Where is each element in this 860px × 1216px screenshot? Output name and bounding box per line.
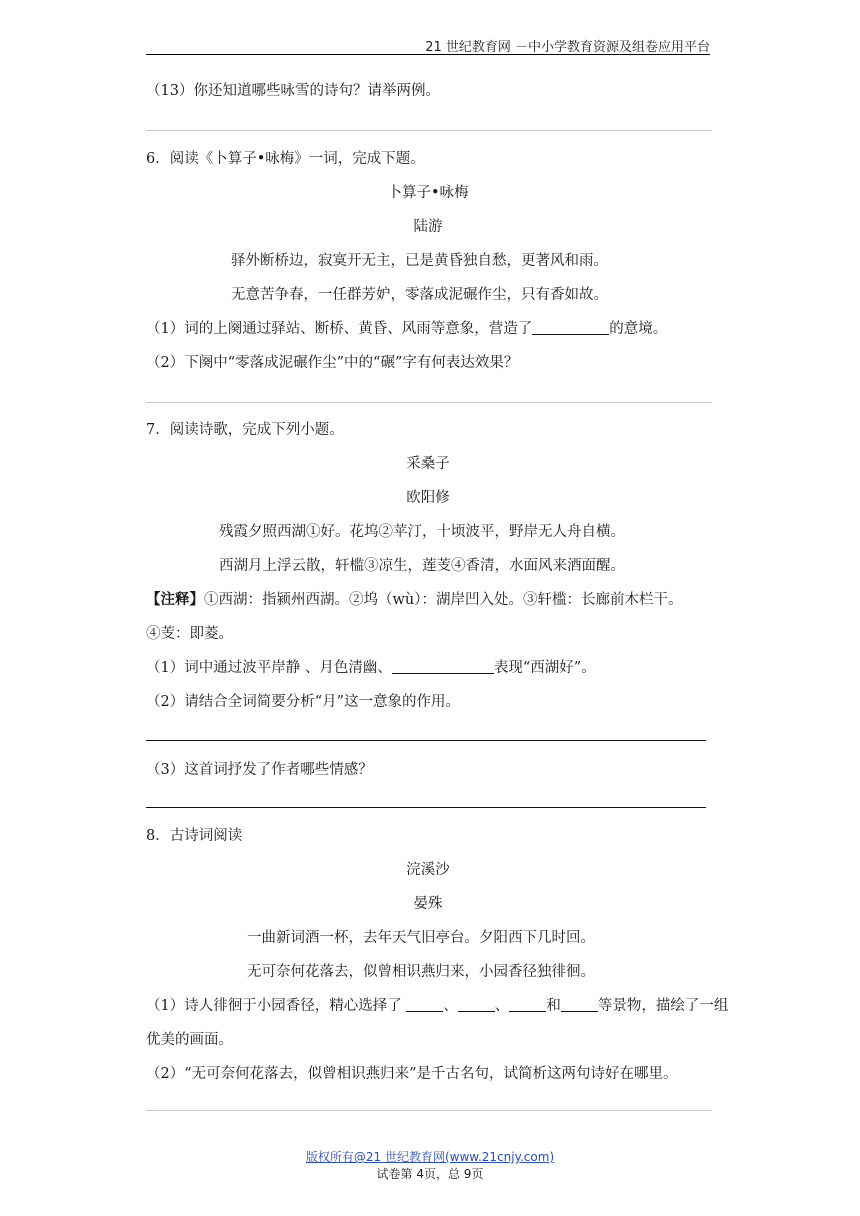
q6-poem-author: 陆游 [413,219,443,235]
q6-poem-line-1: 驿外断桥边，寂寞开无主，已是黄昏独自愁，更著风和雨。 [231,253,608,269]
q8-sub1-text: （1）诗人徘徊于小园香径，精心选择了 [146,998,407,1014]
q8-poem-line-2: 无可奈何花落去，似曾相识燕归来，小园香径独徘徊。 [247,964,595,980]
q7-note-line-2: ④芰：即菱。 [146,626,233,642]
q6-sub1-text: （1）词的上阕通过驿站、断桥、黄昏、风雨等意象，营造了 [146,321,533,337]
q7-stem: 7．阅读诗歌，完成下列小题。 [146,422,344,438]
q8-sub1-text-after: 等景物，描绘了一组 [597,998,729,1014]
q8-sub1-blank-1[interactable] [406,1011,443,1012]
q8-sub2: （2）“无可奈何花落去，似曾相识燕归来”是千古名句，试简析这两句诗好在哪里。 [146,1066,678,1082]
q7-note-line-1: ①西湖：指颍州西湖。②坞（wù）：湖岸凹入处。③轩槛：长廊前木栏干。 [204,592,683,608]
q6-sub2: （2）下阕中“零落成泥碾作尘”中的“碾”字有何表达效果？ [146,355,519,371]
answer-separator [146,1110,712,1111]
q8-sub1-cont: 优美的画面。 [146,1032,233,1048]
answer-separator [146,402,712,403]
q7-sub1-text-after: 表现“西湖好”。 [493,660,596,676]
q6-poem-line-2: 无意苦争春，一任群芳妒，零落成泥碾作尘，只有香如故。 [231,287,608,303]
copyright-link[interactable]: 版权所有@21 世纪教育网(www.21cnjy.com) [305,1150,555,1164]
q7-poem-author: 欧阳修 [406,490,450,506]
q6-sub1 [146,319,667,339]
q7-note-label: 【注释】 [146,591,204,608]
q7-sub2: （2）请结合全词简要分析“月”这一意象的作用。 [146,694,461,710]
footer-page-info: 试卷第 4页，总 9页 [376,1167,484,1181]
q8-stem: 8．古诗词阅读 [146,828,243,844]
q8-sub1-and: 和 [546,998,561,1014]
q6-sub1-text-after: 的意境。 [609,321,668,337]
q8-sub1-blank-4[interactable] [561,1011,598,1012]
q8-poem-title: 浣溪沙 [406,862,450,878]
q7-sub1 [146,658,596,678]
footer-copyright[interactable] [0,1148,860,1165]
q7-sub1-blank[interactable] [392,673,494,674]
q8-poem-line-1: 一曲新词酒一杯，去年天气旧亭台。夕阳西下几时回。 [247,930,595,946]
q7-sub3-answer-line[interactable] [146,807,706,808]
q7-poem-line-2: 西湖月上浮云散，轩槛③凉生，莲芰④香清，水面风来酒面醒。 [219,558,625,574]
header-rule [146,54,710,55]
q7-notes [146,590,683,610]
q8-sub1 [146,996,728,1016]
q8-sub1-sep: 、 [443,998,458,1014]
q8-sub1-blank-2[interactable] [458,1011,495,1012]
q7-poem-title: 采桑子 [406,456,450,472]
q5-sub13: （13）你还知道哪些咏雪的诗句？请举两例。 [146,83,440,99]
answer-separator [146,130,712,131]
q8-sub1-blank-3[interactable] [509,1011,546,1012]
page-header: 21 世纪教育网 －中小学教育资源及组卷应用平台 [425,40,710,55]
q7-sub1-text: （1）词中通过波平岸静 、月色清幽、 [146,660,392,676]
q7-sub2-answer-line[interactable] [146,740,706,741]
q8-sub1-sep: 、 [494,998,510,1014]
q7-sub3: （3）这首词抒发了作者哪些情感？ [146,762,373,778]
q8-poem-author: 晏殊 [413,896,443,912]
q6-sub1-blank[interactable] [532,334,609,335]
q6-poem-title: 卜算子•咏梅 [387,185,469,201]
q6-stem: 6．阅读《卜算子•咏梅》一词，完成下题。 [146,151,425,167]
q7-poem-line-1: 残霞夕照西湖①好。花坞②苹汀，十顷波平，野岸无人舟自横。 [219,524,625,540]
